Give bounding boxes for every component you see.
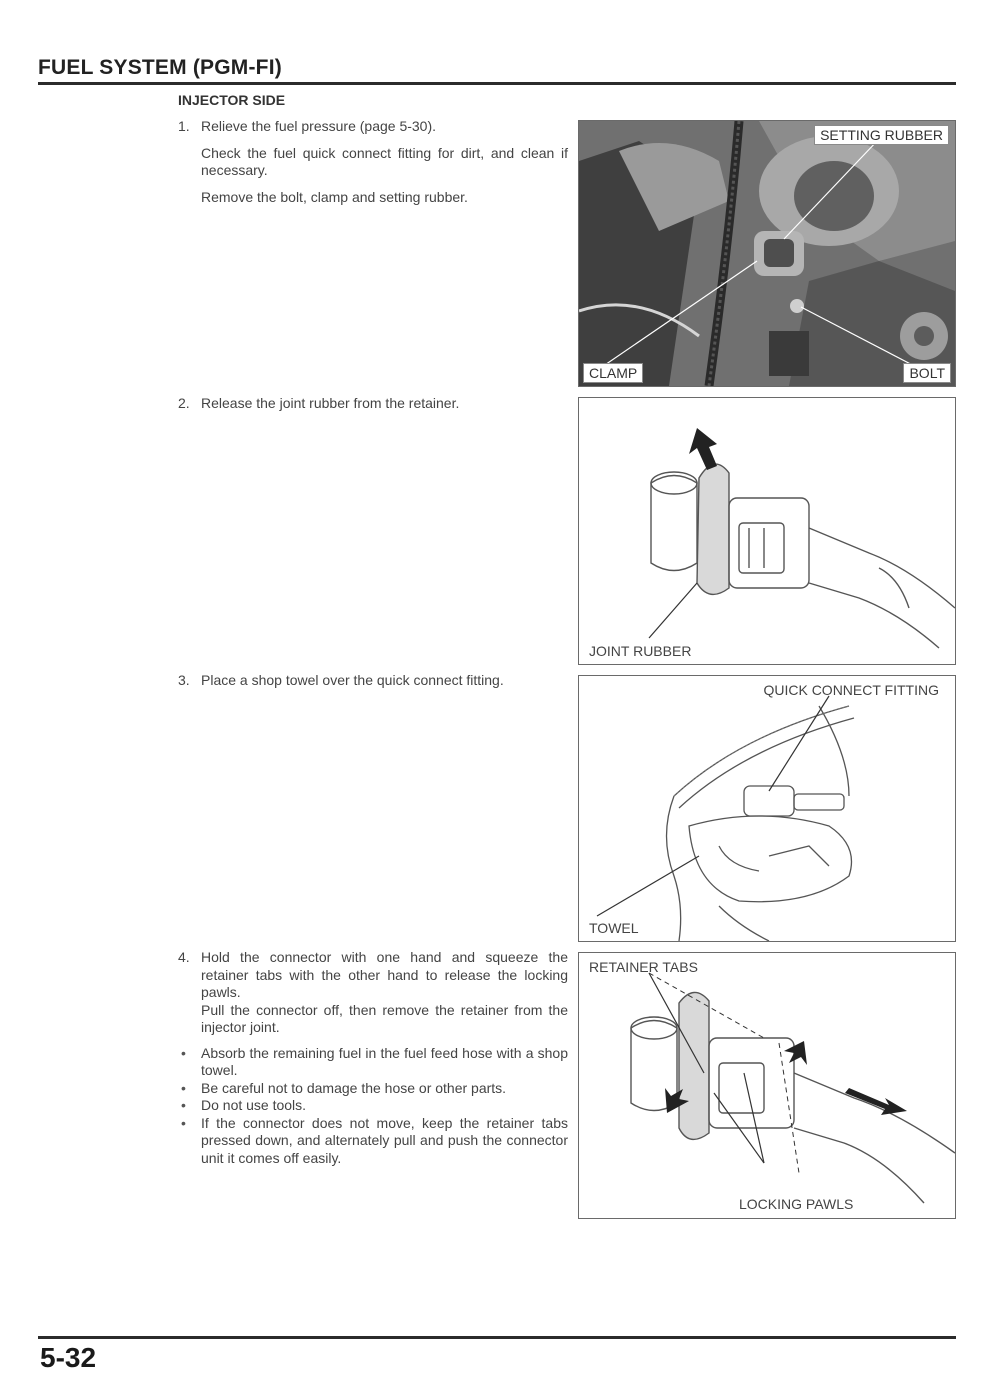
figure-injector-photo (578, 120, 956, 387)
page-header-title: FUEL SYSTEM (PGM-FI) (38, 56, 282, 79)
figure-retainer-tabs (578, 952, 956, 1219)
step-text: Release the joint rubber from the retainer. (201, 395, 460, 411)
label-setting-rubber: SETTING RUBBER (814, 125, 949, 145)
label-towel: TOWEL (589, 920, 639, 936)
section-title: INJECTOR SIDE (178, 92, 286, 108)
step-text: Hold the connector with one hand and squeeze the retainer tabs with the other hand to release the locking pawls. (201, 949, 568, 1000)
note-item: • Be careful not to damage the hose or other parts. (201, 1080, 568, 1098)
step-number: 3. (178, 672, 190, 688)
step-text: Check the fuel quick connect fitting for dirt, and clean if necessary. (201, 144, 568, 178)
step-4 (178, 949, 568, 1167)
figure-shop-towel (578, 675, 956, 942)
note-item: • Absorb the remaining fuel in the fuel feed hose with a shop towel. (201, 1045, 568, 1080)
step-text: Remove the bolt, clamp and setting rubber. (201, 188, 468, 205)
joint-rubber-illustration (579, 398, 955, 664)
step-text: Relieve the fuel pressure (page 5-30). (201, 118, 437, 134)
note-item: • If the connector does not move, keep the retainer tabs pressed down, and alternately pull and push the connector unit it comes off easily. (201, 1115, 568, 1168)
note-item: • Do not use tools. (201, 1097, 568, 1115)
label-locking-pawls: LOCKING PAWLS (739, 1196, 854, 1212)
step-text: Place a shop towel over the quick connect fitting. (201, 672, 504, 688)
step-text: Pull the connector off, then remove the retainer from the injector joint. (201, 1001, 568, 1035)
retainer-tabs-illustration (579, 953, 955, 1218)
step-2 (178, 395, 568, 422)
label-retainer-tabs: RETAINER TABS (589, 959, 698, 975)
figure-joint-rubber (578, 397, 956, 665)
step-number: 4. (178, 949, 190, 965)
notes-list (201, 1045, 568, 1168)
page-number: 5-32 (40, 1342, 97, 1373)
label-clamp: CLAMP (583, 363, 643, 383)
header-divider (38, 82, 956, 85)
step-number: 2. (178, 395, 190, 411)
label-quick-connect-fitting: QUICK CONNECT FITTING (763, 682, 939, 698)
label-joint-rubber: JOINT RUBBER (589, 643, 692, 659)
photo-illustration (579, 121, 955, 386)
step-number: 1. (178, 118, 190, 134)
step-3 (178, 672, 568, 699)
shop-towel-illustration (579, 676, 955, 941)
label-bolt: BOLT (903, 363, 951, 383)
step-1 (178, 118, 568, 215)
footer-divider (38, 1336, 956, 1339)
